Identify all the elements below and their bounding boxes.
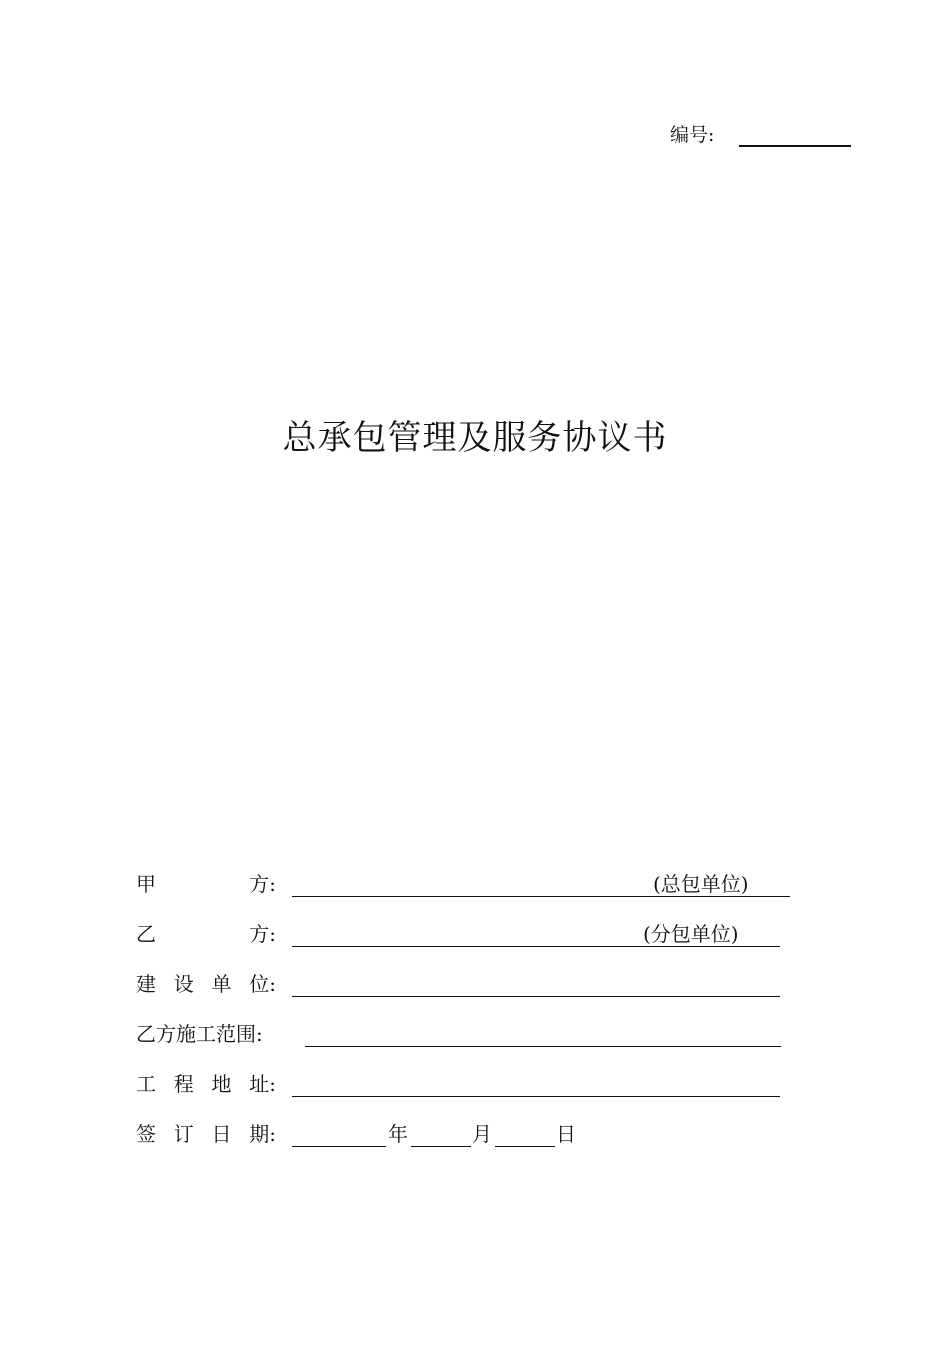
year-label: 年	[388, 1122, 408, 1146]
party-b-label	[136, 919, 276, 949]
sign-day-blank	[495, 1146, 555, 1147]
owner-label-char: 设	[173, 972, 194, 996]
party-a-label-char: 甲	[136, 872, 156, 896]
party-b-label-char: 方:	[249, 922, 276, 946]
sign-month-blank	[411, 1146, 471, 1147]
address-label-char: 地	[211, 1072, 232, 1096]
scope-row	[0, 1019, 950, 1049]
serial-number-label: 编号:	[670, 124, 715, 146]
sign-date-label-char: 日	[211, 1122, 232, 1146]
address-label-char: 工	[136, 1072, 156, 1096]
owner-label-char: 位:	[249, 972, 276, 996]
address-label	[136, 1069, 276, 1099]
sign-date-label-char: 期:	[249, 1122, 276, 1146]
sign-date-label-char: 订	[173, 1122, 194, 1146]
sign-date-row	[0, 1119, 950, 1149]
address-blank	[292, 1096, 780, 1097]
party-a-row	[0, 869, 950, 899]
day-label: 日	[556, 1122, 576, 1146]
sign-date-label	[136, 1119, 276, 1149]
owner-label-char: 单	[211, 972, 232, 996]
party-a-suffix: (总包单位)	[653, 872, 749, 896]
serial-number-blank	[739, 145, 851, 147]
party-a-label	[136, 869, 276, 899]
month-label: 月	[472, 1122, 492, 1146]
party-b-suffix: (分包单位)	[643, 922, 739, 946]
document-title: 总承包管理及服务协议书	[282, 418, 668, 458]
scope-blank	[305, 1046, 781, 1047]
owner-row	[0, 969, 950, 999]
address-row	[0, 1069, 950, 1099]
address-label-char: 址:	[249, 1072, 276, 1096]
party-b-label-char: 乙	[136, 922, 156, 946]
owner-blank	[292, 996, 780, 997]
party-b-row	[0, 919, 950, 949]
scope-label: 乙方施工范围:	[136, 1022, 263, 1046]
owner-label	[136, 969, 276, 999]
address-label-char: 程	[173, 1072, 194, 1096]
owner-label-char: 建	[136, 972, 156, 996]
sign-year-blank	[292, 1146, 386, 1147]
sign-date-label-char: 签	[136, 1122, 156, 1146]
party-a-label-char: 方:	[249, 872, 276, 896]
